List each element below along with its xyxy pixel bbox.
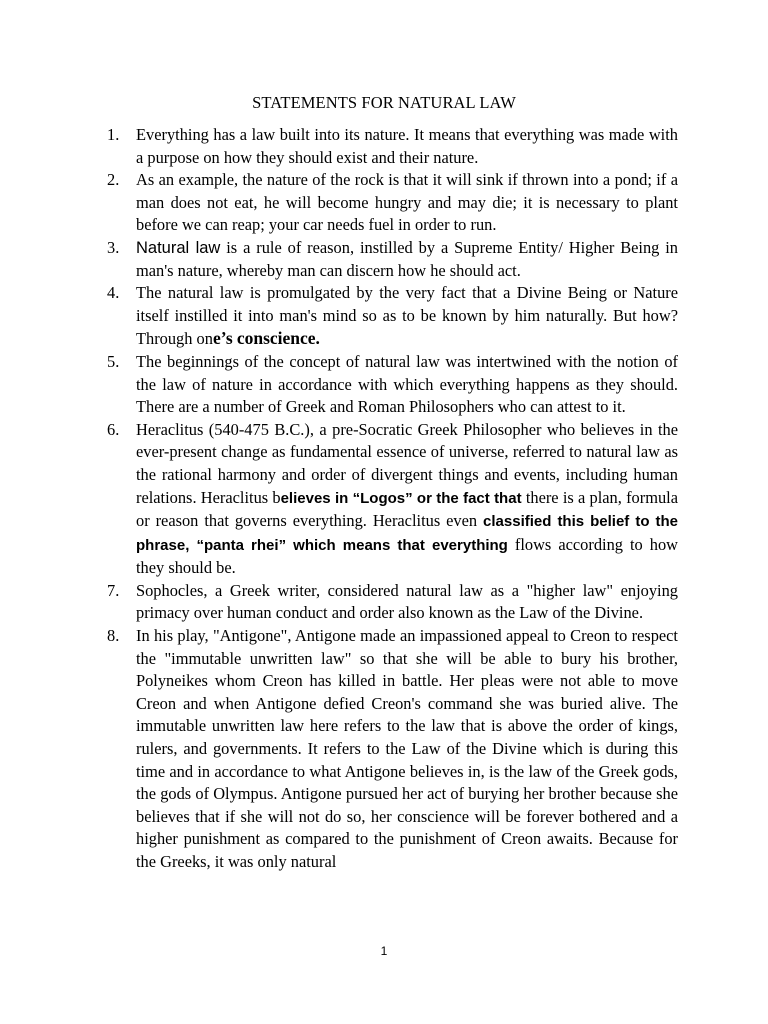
item-number: 1.	[107, 125, 120, 144]
item-number: 5.	[107, 351, 120, 371]
item-text: flows according to how they should be.	[136, 534, 678, 578]
list-item	[107, 419, 678, 580]
item-number: 8.	[107, 626, 120, 646]
item-text: Heraclitus (540-475 B.C.), a pre-Socratic Greek Philosopher who believes in the ever-present change as fundamental essence of universe, referred to natural law as the rational harmony and order of divergent things and events, including human relations. Heraclitus b	[136, 419, 678, 507]
item-number: 7.	[107, 580, 120, 600]
list-item	[107, 580, 678, 625]
logos-emphasis: elieves in “Logos” or the fact that	[280, 489, 522, 507]
list-item	[107, 351, 678, 419]
item-text: As an example, the nature of the rock is that it will sink if thrown into a pond; if a man does not eat, he will become hungry and may die; it is necessary to plant before we can reap; your car needs fuel in order to run.	[136, 170, 678, 235]
item-text: In his play, "Antigone", Antigone made an impassioned appeal to Creon to respect the "immutable unwritten law" so that she will be able to bury his brother, Polyneikes whom Creon has killed in battle. Her pleas were not able to move Creon and when Antigone defied Creon's command she was buried alive. The immutable unwritten law here refers to the law that is above the order of kings, rulers, and governments. It refers to the Law of the Divine which is during this time and in accordance to what Antigone believes in, is the law of the Greek gods, the gods of Olympus. Antigone pursued her act of burying her brother because she believes that if she will not do so, her conscience will be forever bothered and a higher punishment as compared to the punishment of Creon awaits. Because for the Greeks, it was only natural	[136, 626, 678, 871]
item-number: 6.	[107, 419, 120, 439]
list-item	[107, 124, 678, 169]
document-title: STATEMENTS FOR NATURAL LAW	[252, 93, 516, 112]
list-item	[107, 169, 678, 237]
item-text: Sophocles, a Greek writer, considered natural law as a "higher law" enjoying primacy over human conduct and order also known as the Law of the Divine.	[136, 580, 678, 623]
item-number: 2.	[107, 170, 120, 190]
conscience-term: conscience.	[236, 328, 320, 349]
item-number: 3.	[107, 237, 120, 257]
item-text: Everything has a law built into its nature. It means that everything was made with a purpose on how they should exist and their nature.	[136, 125, 678, 167]
panta-rhei-emphasis: classified this belief to the phrase, “panta rhei” which means that everything	[136, 513, 678, 554]
item-text: The beginnings of the concept of natural law was intertwined with the notion of the law of nature in accordance with which everything happens as they should. There are a number of Greek and Roman Philosophers who can attest to it.	[136, 351, 678, 417]
item-text: is a rule of reason, instilled by a Supreme Entity/ Higher Being in man's nature, whereby man can discern how he should act.	[136, 237, 678, 280]
emphasis-text: e’s	[212, 328, 233, 349]
item-text: there is a plan, formula or reason that governs everything. Heraclitus even	[136, 487, 678, 531]
list-item	[107, 625, 678, 874]
list-item	[107, 282, 678, 351]
page-number: 1	[380, 944, 388, 958]
list-item	[107, 237, 678, 282]
natural-law-term: Natural law	[136, 238, 221, 257]
statements-list	[107, 124, 678, 874]
item-number: 4.	[107, 283, 120, 303]
item-text: The natural law is promulgated by the very fact that a Divine Being or Nature itself instilled it into man's mind so as to be known by him naturally. But how? Through on	[136, 283, 678, 349]
